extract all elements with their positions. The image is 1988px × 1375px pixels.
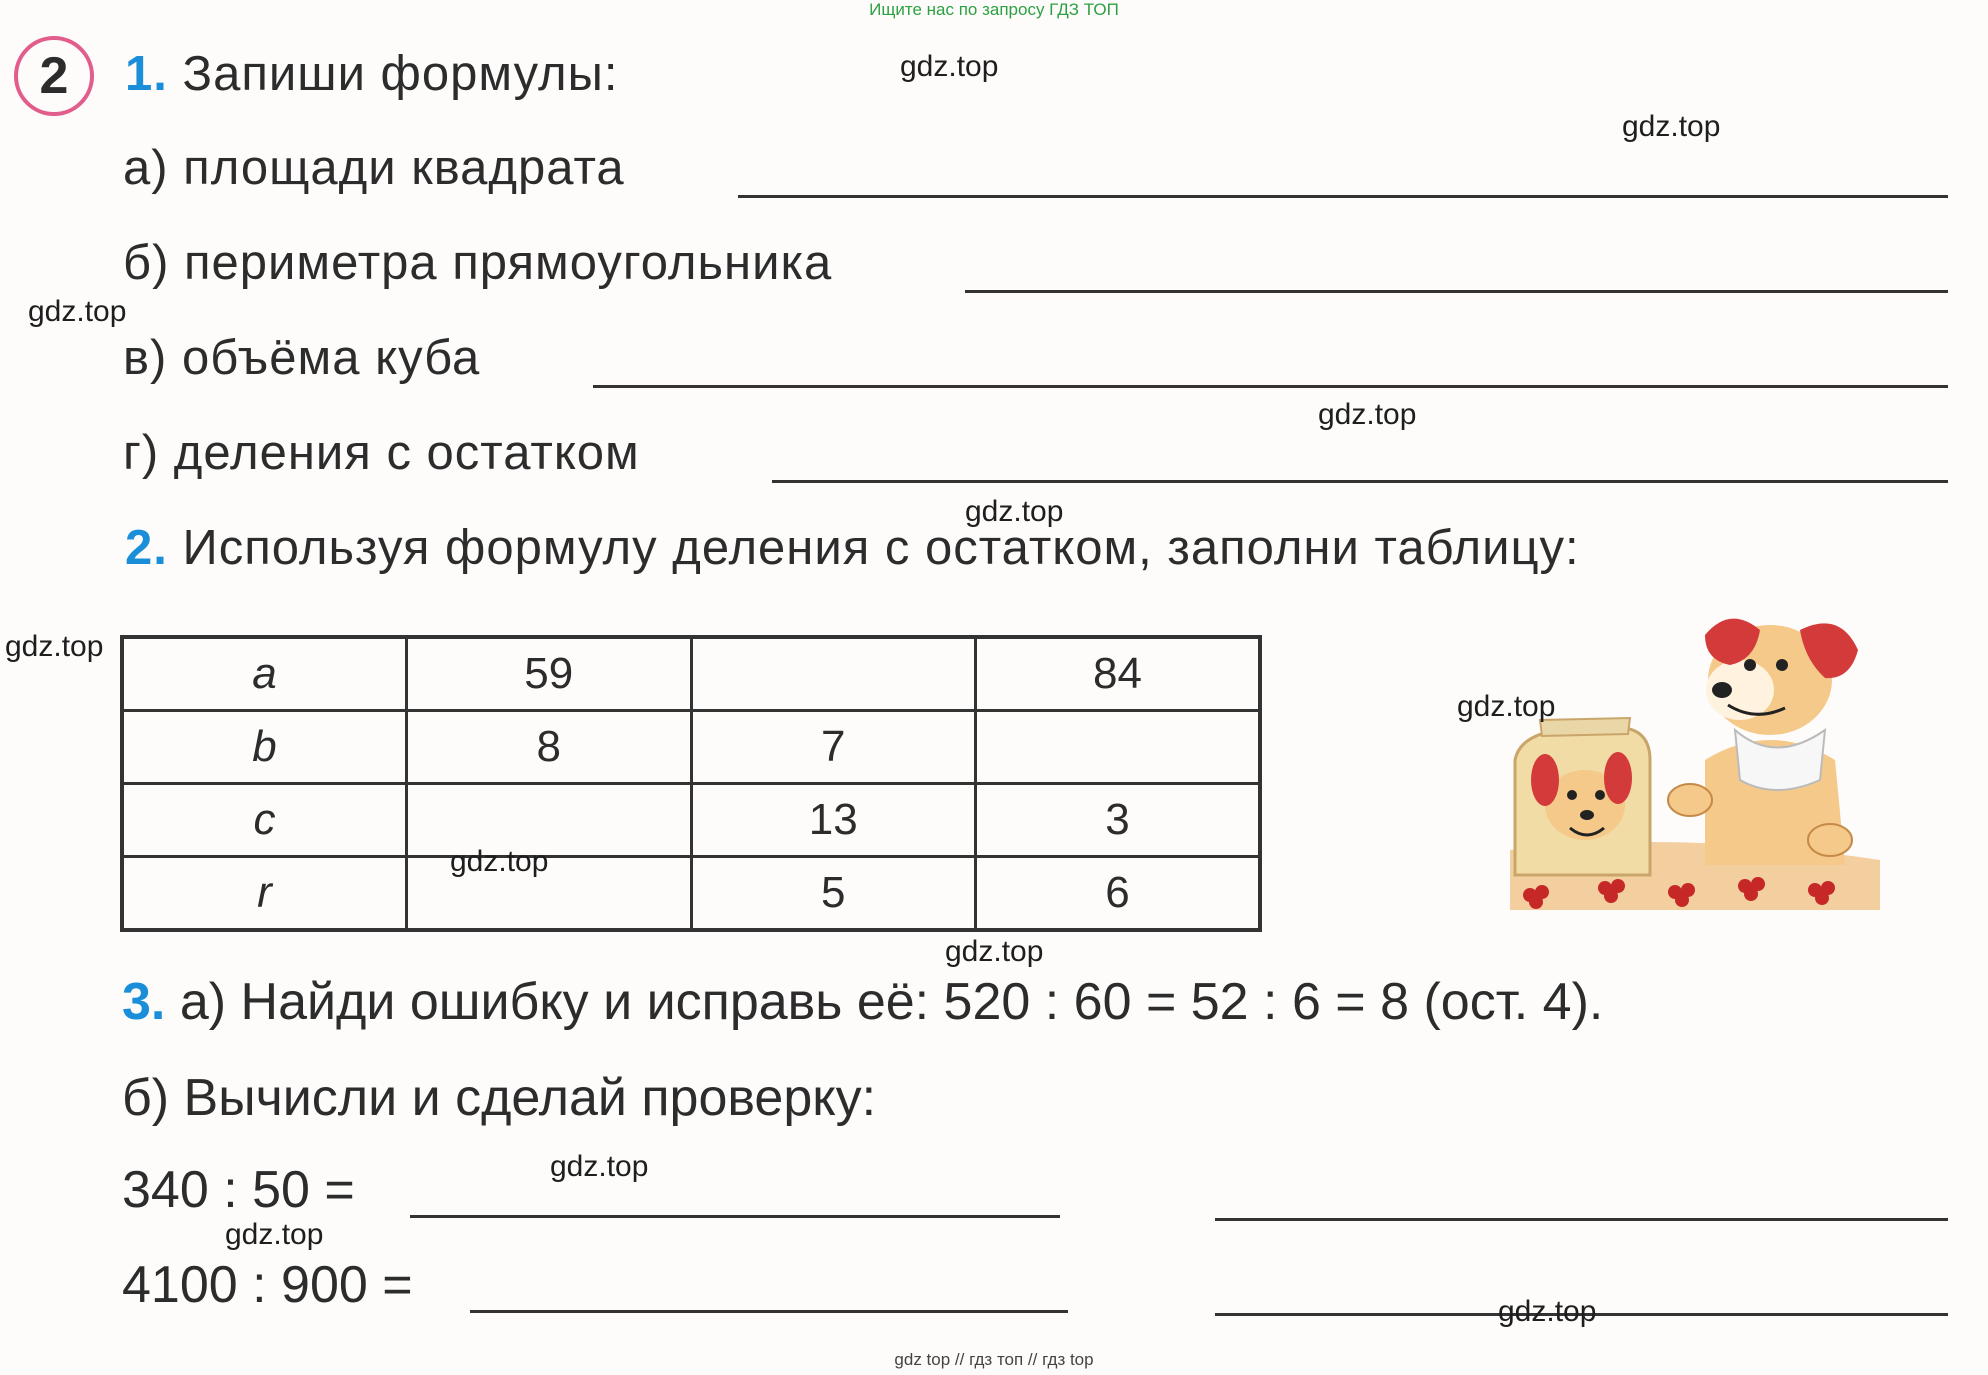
table-cell: r <box>122 857 407 931</box>
table-cell[interactable] <box>976 711 1261 784</box>
remainder-table <box>120 635 1262 932</box>
watermark: gdz.top <box>1457 690 1556 723</box>
table-row <box>122 637 1260 711</box>
table-cell[interactable]: 84 <box>976 637 1261 711</box>
ex3-part-a <box>122 972 1603 1032</box>
ex2-number: 2. <box>125 521 168 575</box>
ex1-item-d: г) деления с остатком <box>123 426 640 480</box>
table-cell[interactable] <box>691 637 976 711</box>
top-banner: Ищите нас по запросу ГДЗ ТОП <box>869 0 1119 19</box>
table-cell[interactable]: 8 <box>407 711 692 784</box>
ex2-heading <box>125 520 1580 576</box>
ex1-item-a: а) площади квадрата <box>123 141 625 195</box>
ex3-part-b: б) Вычисли и сделай проверку: <box>122 1069 877 1127</box>
answer-line-check-1[interactable] <box>1215 1218 1948 1221</box>
watermark: gdz.top <box>945 935 1044 968</box>
ex1-title: Запиши формулы: <box>182 47 619 101</box>
watermark: gdz.top <box>900 50 999 83</box>
answer-line-eq1[interactable] <box>410 1215 1060 1218</box>
table-cell: a <box>122 637 407 711</box>
watermark: gdz.top <box>550 1150 649 1183</box>
equation-1: 340 : 50 = <box>122 1161 355 1219</box>
answer-line-b[interactable] <box>965 290 1948 293</box>
ex1-item-b: б) периметра прямоугольника <box>123 236 833 290</box>
footer-text: gdz top // гдз топ // гдз top <box>894 1350 1094 1369</box>
answer-line-d[interactable] <box>772 480 1948 483</box>
table-row <box>122 857 1260 931</box>
watermark: gdz.top <box>1622 110 1721 143</box>
watermark: gdz.top <box>5 630 104 663</box>
table-cell[interactable]: 6 <box>976 857 1261 931</box>
table-cell[interactable]: 13 <box>691 784 976 857</box>
watermark: gdz.top <box>965 495 1064 528</box>
ex1-heading <box>125 46 618 102</box>
table-cell[interactable]: 7 <box>691 711 976 784</box>
ex2-title: Используя формулу деления с остатком, заполни таблицу: <box>182 521 1580 575</box>
table-cell[interactable]: 59 <box>407 637 692 711</box>
answer-line-eq2[interactable] <box>470 1310 1068 1313</box>
table-row <box>122 784 1260 857</box>
watermark: gdz.top <box>450 845 549 878</box>
table-cell[interactable]: 3 <box>976 784 1261 857</box>
ex3-part-a-text: а) Найди ошибку и исправь её: 520 : 60 = 52 : 6 = 8 (ост. 4). <box>179 973 1604 1031</box>
table-row <box>122 711 1260 784</box>
dog-illustration <box>1500 610 1890 920</box>
table-cell: b <box>122 711 407 784</box>
watermark: gdz.top <box>225 1218 324 1251</box>
watermark: gdz.top <box>28 295 127 328</box>
ex3-number: 3. <box>122 973 166 1031</box>
answer-line-c[interactable] <box>593 385 1948 388</box>
answer-line-a[interactable] <box>738 195 1948 198</box>
equation-2: 4100 : 900 = <box>122 1256 413 1314</box>
task-number-badge: 2 <box>14 36 94 116</box>
watermark: gdz.top <box>1318 398 1417 431</box>
ex1-item-c: в) объёма куба <box>123 331 481 385</box>
watermark: gdz.top <box>1498 1295 1597 1328</box>
table-cell[interactable]: 5 <box>691 857 976 931</box>
table-cell: c <box>122 784 407 857</box>
ex1-number: 1. <box>125 47 168 101</box>
